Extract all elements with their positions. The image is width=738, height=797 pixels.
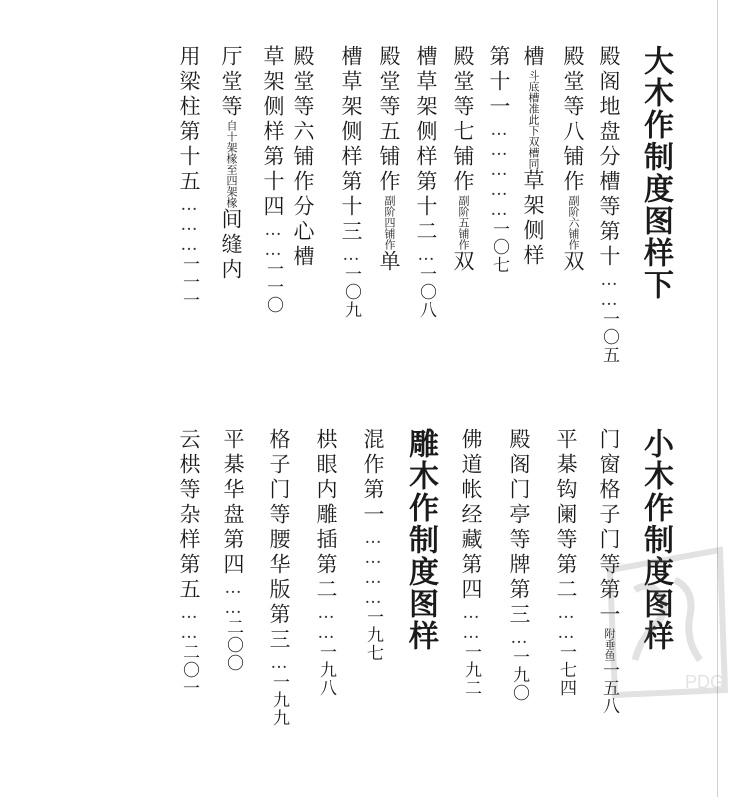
toc-entry[interactable] [598,45,619,364]
toc-entry[interactable] [262,45,283,314]
toc-entry[interactable] [292,45,313,270]
page-number: 一七四 [556,643,576,697]
page-number: 一九七 [363,608,383,662]
toc-entry[interactable] [210,45,241,283]
entry-title: 厅堂等 [219,45,243,120]
entry-title: 用梁柱第十五 [177,45,201,195]
page-number: 二〇一 [179,643,199,697]
leader-dots: ………… [363,528,383,608]
toc-entry[interactable] [368,45,399,275]
page-number: 一九二 [461,643,481,697]
page-number: 一九九 [269,673,289,727]
annotation-note: 附垂鱼 [603,628,616,661]
entry-title: 殿阁地盘分槽等第十 [597,45,621,270]
leader-dots: …… [263,220,283,260]
leader-dots: …… [223,578,243,618]
toc-entry[interactable] [552,45,583,275]
leader-dots: … [269,653,289,673]
entry-title-cont: 双 [561,250,585,275]
page-number: 一九八 [316,643,336,697]
entry-title: 殿堂等六铺作分心槽 [291,45,315,270]
leader-dots: …… [556,603,576,643]
annotation-note: 斗底槽准此下双槽同 [527,70,540,169]
entry-title: 云栱等杂样第五 [177,428,201,603]
section-heading-diaomuzuo: 雕木作制度图样 [403,428,438,652]
entry-title-cont: 单 [377,250,401,275]
toc-entry[interactable] [415,45,436,319]
library-stamp-watermark [590,540,730,700]
entry-title: 混作第一 [361,428,385,528]
toc-entry[interactable] [488,45,509,274]
toc-entry[interactable] [315,428,336,697]
leader-dots: … [416,245,436,265]
annotation-note: 副阶四铺作 [383,195,396,250]
page-number: 一〇五 [599,310,619,364]
page-number: 一一〇 [263,260,283,314]
page-number: 一一一 [179,255,199,309]
entry-title: 槽草架侧样第十三 [339,45,363,245]
leader-dots: … [509,628,529,648]
entry-title: 殿阁门亭等牌第三 [507,428,531,628]
entry-title: 槽 [521,45,545,70]
entry-title: 平棊钩阑等第二 [554,428,578,603]
toc-entry[interactable] [512,45,543,269]
entry-title: 草架侧样第十四 [261,45,285,220]
toc-entry[interactable] [222,428,243,672]
leader-dots: …… [316,603,336,643]
stamp-text: PDG [685,672,725,692]
entry-title: 门窗格子门等第一 [597,428,621,628]
toc-entry[interactable] [178,45,199,309]
entry-title: 殿堂等八铺作 [561,45,585,195]
entry-title: 殿堂等五铺作 [377,45,401,195]
page-number: 一五八 [599,661,619,715]
section-heading-damuzuo: 大木作制度图样下 [638,45,673,301]
leader-dots: …… [179,603,199,643]
section-heading-xiaomuzuo: 小木作制度图样 [638,428,673,652]
entry-title: 格子门等腰华版第三 [267,428,291,653]
toc-entry[interactable] [362,428,383,662]
toc-entry[interactable] [555,428,576,697]
entry-title-cont: 双 [451,250,475,275]
page-number: 一〇八 [416,265,436,319]
annotation-note: 副阶五铺作 [457,195,470,250]
entry-title: 平棊华盘第四 [221,428,245,578]
entry-title: 栱眼内雕插第二 [314,428,338,603]
leader-dots: …………… [489,120,509,220]
entry-title: 第十一 [487,45,511,120]
toc-entry[interactable] [442,45,473,275]
entry-title: 槽草架侧样第十二 [414,45,438,245]
annotation-note: 副阶六铺作 [567,195,580,250]
entry-title: 佛道帐经藏第四 [459,428,483,603]
toc-entry[interactable] [178,428,199,697]
entry-title-cont: 草架侧样 [521,169,545,269]
toc-entry[interactable] [340,45,361,319]
entry-title: 殿堂等七铺作 [451,45,475,195]
leader-dots: ……… [179,195,199,255]
leader-dots: …… [461,603,481,643]
leader-dots: … [341,245,361,265]
page-number: 二〇〇 [223,618,243,672]
page-number: 一〇七 [489,220,509,274]
leader-dots: …… [599,270,619,310]
page-number: 一〇九 [341,265,361,319]
entry-title-cont: 间缝内 [219,208,243,283]
toc-entry[interactable] [508,428,529,702]
toc-entry[interactable] [268,428,289,727]
toc-entry[interactable] [460,428,481,697]
page-number: 一九〇 [509,648,529,702]
annotation-note: 自十架椽至四架椽 [225,120,238,208]
